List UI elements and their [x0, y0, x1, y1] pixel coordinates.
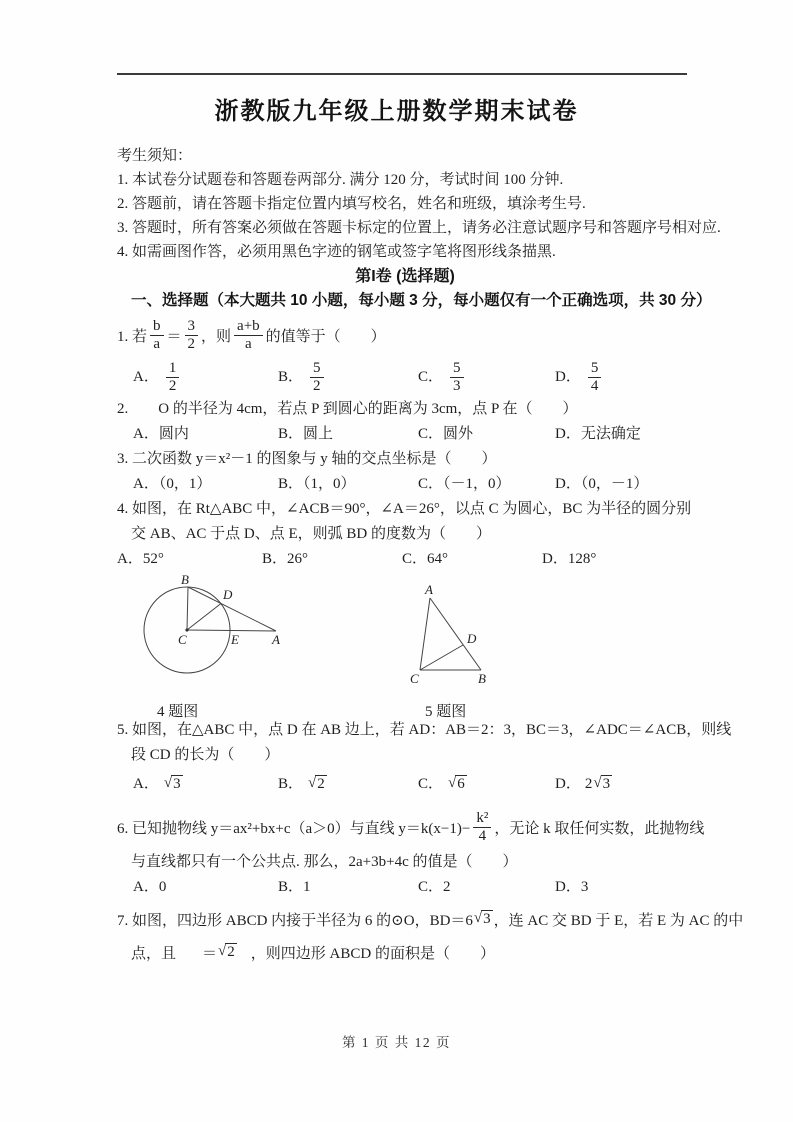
fraction-denominator: a [245, 335, 252, 352]
option-fraction [166, 360, 180, 395]
question-6-stem-line2: 与直线都只有一个公共点. 那么，2a+3b+4c 的值是（ ） [131, 854, 518, 870]
q6-text-post: ，无论 k 取任何实数，此抛物线 [494, 820, 705, 837]
radical-sign: √ [593, 774, 602, 791]
question-6-options [117, 875, 693, 900]
fraction-aplusb-over-a [234, 318, 263, 353]
q3-option-c: C．（－1，0） [418, 476, 511, 492]
q4-option-b: B．26° [262, 551, 309, 567]
fraction-numerator: 3 [185, 318, 199, 336]
question-7-stem-line2 [117, 938, 693, 966]
q6-option-c: C．2 [418, 879, 451, 895]
q6-option-a: A．0 [133, 879, 167, 895]
q2-option-b: B．圆上 [278, 426, 334, 442]
radicand: 3 [602, 775, 611, 792]
q6-option-b: B．1 [278, 879, 311, 895]
label-E: E [231, 632, 239, 647]
fraction-numerator: 1 [166, 360, 180, 378]
fraction-numerator: k² [473, 810, 491, 828]
question-1-options [117, 357, 693, 397]
q4-option-d: D．128° [542, 551, 597, 567]
sqrt-expression [448, 775, 467, 793]
q5-option-d [555, 772, 693, 797]
q5-option-b [278, 772, 418, 797]
question-5-options [117, 768, 693, 800]
q7-text-pre: 7. 如图，四边形 ABCD 内接于半径为 6 的⊙O，BD＝6 [117, 912, 473, 929]
option-coefficient: 2 [584, 775, 593, 792]
fraction-b-over-a [150, 318, 164, 353]
segment-CB [187, 587, 188, 630]
sqrt-expression [474, 910, 493, 928]
fraction-denominator: 4 [478, 827, 487, 844]
figure-question-4 [143, 574, 305, 690]
sqrt-expression [308, 775, 327, 793]
q1-option-b [278, 360, 418, 395]
choice-section-heading: 一、选择题（本大题共 10 小题，每小题 3 分，每小题仅有一个正确选项，共 30 分） [131, 292, 712, 309]
sqrt-expression [218, 943, 237, 961]
q3-option-b: B．（1，0） [278, 476, 356, 492]
fraction-numerator: 5 [310, 360, 324, 378]
option-fraction [588, 360, 602, 395]
radical-sign: √ [448, 774, 457, 791]
q4-option-a: A．52° [117, 551, 164, 567]
q1-text-pre: 1. 若 [117, 328, 148, 345]
radical-sign: √ [308, 774, 317, 791]
question-7-stem-line1 [117, 905, 744, 933]
q3-option-d: D．（0，－1） [555, 476, 649, 492]
q2-option-c: C．圆外 [418, 426, 474, 442]
q4-option-c: C．64° [402, 551, 449, 567]
fraction-numerator: a+b [234, 318, 263, 336]
radicand: 2 [227, 943, 235, 960]
fraction-denominator: 2 [313, 377, 321, 394]
figure-5-caption: 5 题图 [425, 704, 467, 720]
q1-option-d [555, 360, 693, 395]
figures-row [117, 574, 693, 718]
q7-line2-end: ，则四边形 ABCD 的面积是（ ） [250, 945, 495, 962]
fraction-denominator: 2 [168, 377, 177, 394]
notice-item-3: 3. 答题时，所有答案必须做在答题卡标定的位置上，请务必注意试题序号和答题序号相对应. [117, 220, 721, 236]
notice-heading: 考生须知： [117, 148, 193, 164]
option-label: C． [418, 775, 444, 792]
q5-option-a [133, 772, 278, 797]
fraction-numerator: b [150, 318, 164, 336]
label-C: C [178, 632, 187, 647]
fraction-3-over-2 [185, 318, 199, 353]
option-label: D． [555, 368, 581, 385]
question-4-stem-line2: 交 AB、AC 于点 D、点 E，则弧 BD 的度数为（ ） [131, 526, 492, 542]
fraction-denominator: 2 [187, 335, 196, 352]
radicand: 3 [483, 910, 491, 927]
q7-text-post: ，连 AC 交 BD 于 E，若 E 为 AC 的中 [493, 912, 744, 929]
q2-option-d: D．无法确定 [555, 426, 641, 442]
question-3-stem: 3. 二次函数 y＝x²－1 的图象与 y 轴的交点坐标是（ ） [117, 451, 497, 467]
question-4-options [117, 547, 693, 572]
option-fraction [450, 360, 464, 395]
radical-sign: √ [218, 942, 227, 959]
sqrt-expression [164, 775, 183, 793]
radicand: 3 [173, 775, 181, 792]
option-label: C． [418, 368, 444, 385]
option-label: A． [133, 368, 159, 385]
fraction-ksquared-over-4 [473, 810, 491, 845]
segment-AC [420, 598, 430, 670]
option-label: A． [133, 775, 159, 792]
radical-sign: √ [163, 774, 173, 791]
label-A: A [272, 632, 280, 647]
exam-content [117, 144, 744, 966]
figure-4-caption: 4 题图 [157, 704, 199, 720]
label-B: B [181, 574, 189, 587]
q3-option-a: A．（0，1） [133, 476, 212, 492]
sqrt-expression [593, 775, 612, 793]
figure-question-5 [401, 582, 503, 690]
question-6-stem-line1 [117, 804, 705, 850]
q7-line2-start: 点，且 [131, 945, 177, 962]
q2-option-a: A．圆内 [133, 426, 189, 442]
segment-CD [420, 645, 463, 670]
radical-sign: √ [473, 909, 483, 926]
segment-CA [187, 630, 276, 631]
radicand: 2 [317, 775, 325, 792]
label-A: A [425, 582, 433, 597]
question-5-stem-line1: 5. 如图，在△ABC 中，点 D 在 AB 边上，若 AD：AB＝2：3，BC＝3，∠ADC＝∠ACB，则线 [117, 722, 732, 738]
page-title: 浙教版九年级上册数学期末试卷 [214, 98, 579, 125]
q1-text-post: 的值等于（ ） [265, 328, 386, 345]
question-3-options [117, 472, 693, 497]
option-fraction [310, 360, 324, 395]
notice-item-2: 2. 答题前，请在答题卡指定位置内填写校名，姓名和班级，填涂考生号. [117, 196, 586, 212]
q1-option-c [418, 360, 555, 395]
question-4-stem-line1: 4. 如图，在 Rt△ABC 中，∠ACB＝90°，∠A＝26°，以点 C 为圆心，BC 为半径的圆分别 [117, 501, 692, 517]
notice-item-4: 4. 如需画图作答，必须用黑色字迹的钢笔或签字笔将图形线条描黑. [117, 244, 556, 260]
q7-blank-equals: ＝ [202, 945, 218, 962]
q5-option-c [418, 772, 555, 797]
label-B: B [478, 671, 486, 686]
question-5-stem-line2: 段 CD 的长为（ ） [131, 747, 280, 763]
fraction-numerator: 5 [450, 360, 464, 378]
notice-block [117, 144, 721, 264]
label-D: D [223, 587, 233, 602]
fraction-denominator: 3 [453, 377, 461, 394]
top-rule [117, 73, 687, 75]
question-2-options [117, 422, 693, 447]
q6-text-pre: 6. 已知抛物线 y＝ax²+bx+c（a＞0）与直线 y＝k(x−1)− [117, 820, 471, 837]
label-D: D [467, 631, 477, 646]
fraction-numerator: 5 [588, 360, 602, 378]
option-label: B． [278, 368, 304, 385]
q1-equals: ＝ [166, 328, 182, 345]
segment-CD [187, 604, 221, 631]
q6-option-d: D．3 [555, 879, 589, 895]
q1-text-mid: ，则 [201, 328, 232, 345]
question-2-stem: 2. O 的半径为 4cm，若点 P 到圆心的距离为 3cm，点 P 在（ ） [117, 401, 578, 417]
q1-option-a [133, 360, 278, 395]
part1-heading: 第I卷 (选择题) [355, 268, 455, 285]
radicand: 6 [457, 775, 465, 792]
fraction-denominator: a [153, 335, 161, 352]
fraction-denominator: 4 [590, 377, 599, 394]
notice-item-1: 1. 本试卷分试题卷和答题卷两部分. 满分 120 分，考试时间 100 分钟. [117, 172, 564, 188]
question-1-stem [117, 313, 693, 357]
option-label: B． [278, 775, 304, 792]
label-C: C [410, 671, 419, 686]
option-label: D． [555, 775, 581, 792]
page-footer: 第 1 页 共 12 页 [341, 1035, 452, 1050]
